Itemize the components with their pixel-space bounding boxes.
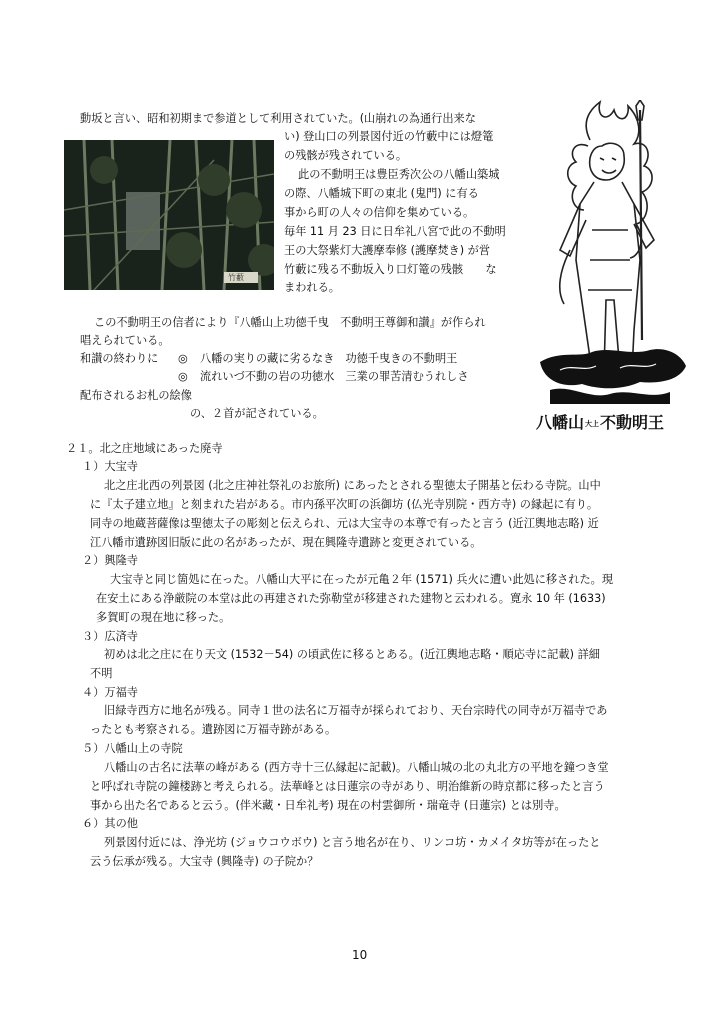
item-4-line-2: ったとも考察される。遺跡図に万福寺跡がある。 (90, 723, 337, 736)
intro-line-1: 動坂と言い、昭和初期まで参道として利用されていた。(山崩れの為通行出来な (80, 112, 476, 125)
item-3-line-1: 初めは北之庄に在り天文 (1532－54) の頃武佐に移るとある。(近江輿地志略・順応寺に記載) 詳細 (104, 648, 600, 661)
item-heading-4: ４）万福寺 (82, 686, 138, 699)
intro-line-5: の際、八幡城下町の東北 (鬼門) に有る (284, 187, 479, 200)
item-5-line-3: 事から出た名であると云う。(伴米藏・日牟礼考) 現在の村雲御所・瑞竜寺 (日蓮宗) とは別寺。 (90, 799, 566, 812)
hymn-verse-2-text: 流れいづ不動の岩の功徳水 三業の罪苦清むうれしさ (200, 370, 469, 383)
intro-line-7: 毎年 11 月 23 日に日牟礼八宮で此の不動明 (284, 225, 506, 238)
intro-line-2: い) 登山口の列景図付近の竹藪中には燈篭 (284, 130, 494, 143)
item-heading-3: ３）広済寺 (82, 630, 138, 643)
hymn-line-1: この不動明王の信者により『八幡山上功徳千曳 不動明王尊御和讃』が作られ (94, 316, 486, 329)
page-number: 10 (352, 948, 368, 962)
figure-caption-main: 八幡山 (536, 413, 585, 432)
photo-label: 竹藪 (228, 273, 244, 282)
item-3-line-2: 不明 (90, 667, 113, 680)
item-6-line-2: 云う伝承が残る。大宝寺 (興隆寺) の子院か？ (90, 855, 319, 868)
fudo-myoo-illustration (530, 100, 690, 440)
item-2-line-2: 在安土にある浄厳院の本堂は此の再建された弥勒堂が移建された建物と云われる。寛永 10 年 (1633) (96, 592, 606, 605)
hymn-line-5: 配布されるお札の絵像 (80, 389, 192, 402)
figure-caption-tail: 不動明王 (600, 413, 665, 432)
item-5-line-1: 八幡山の古名に法華の峰がある (西方寺十三仏縁起に記載)。八幡山城の北の丸北方の平地を鐘つき堂 (104, 761, 609, 774)
item-1-line-3: 同寺の地蔵菩薩像は聖徳太子の彫刻と伝えられ、元は大宝寺の本尊で有ったと言う (近江輿地志略) 近 (90, 517, 599, 530)
item-heading-6: ６）其の他 (82, 817, 138, 830)
item-1-line-2: に『太子建立地』と刻まれた岩がある。市内孫平次町の浜御坊 (仏光寺別院・西方寺) の縁起に有り。 (90, 498, 599, 511)
figure-caption (536, 414, 664, 432)
item-2-line-3: 多賀町の現在地に移った。 (96, 611, 231, 624)
item-5-line-2: と呼ばれ寺院の鐘楼跡と考えられる。法華峰とは日蓮宗の寺があり、明治維新の時京都に移ったと言う (90, 780, 605, 793)
bamboo-grove-photo (64, 140, 274, 290)
bamboo-grove-icon (64, 140, 274, 290)
section-title: ２１。北之庄地域にあった廃寺 (66, 442, 223, 455)
intro-line-3: の残骸が残されている。 (284, 149, 408, 162)
hymn-line-6: の、２首が記されている。 (190, 407, 324, 420)
item-6-line-1: 列景図付近には、浄光坊 (ジョウコウボウ) と言う地名が在り、リンコ坊・カメイタ坊等が在ったと (104, 836, 601, 849)
intro-line-6: 事から町の人々の信仰を集めている。 (284, 206, 475, 219)
item-1-line-4: 江八幡市遺跡図旧版に此の名があったが、現在興隆寺遺跡と変更されている。 (90, 536, 482, 549)
intro-line-8: 王の大祭紫灯大護摩奉修 (護摩焚き) が営 (284, 244, 491, 257)
figure-caption-small: 大上 (585, 419, 600, 428)
hymn-verse-1-text: 八幡の実りの藏に劣るなき 功徳千曳きの不動明王 (200, 352, 458, 365)
hymn-verse-2 (178, 368, 469, 386)
intro-line-4: 此の不動明王は豊臣秀次公の八幡山築城 (298, 168, 500, 181)
item-2-line-1: 大宝寺と同じ箇処に在った。八幡山大平に在ったが元亀２年 (1571) 兵火に遭い此処に移された。現 (110, 573, 614, 586)
hymn-verse-1 (178, 350, 457, 368)
hymn-line-3-prefix: 和讃の終わりに (80, 352, 159, 365)
item-heading-5: ５）八幡山上の寺院 (82, 742, 183, 755)
item-heading-2: ２）興隆寺 (82, 554, 138, 567)
double-circle-icon: ◎ (178, 370, 188, 383)
item-4-line-1: 旧緑寺西方に地名が残る。同寺１世の法名に万福寺が採られており、天台宗時代の同寺が万福寺であ (104, 704, 608, 717)
intro-line-9: 竹藪に残る不動坂入り口灯篭の残骸 な (284, 263, 497, 276)
item-1-line-1: 北之庄北西の列景図 (北之庄神社祭礼のお旅所) にあったとされる聖徳太子開基と伝わる寺院。山中 (104, 479, 601, 492)
item-heading-1: １）大宝寺 (82, 460, 138, 473)
intro-line-10: まわれる。 (284, 281, 340, 294)
double-circle-icon: ◎ (178, 352, 188, 365)
fudo-myoo-icon (530, 100, 690, 410)
hymn-line-2: 唱えられている。 (80, 334, 170, 347)
